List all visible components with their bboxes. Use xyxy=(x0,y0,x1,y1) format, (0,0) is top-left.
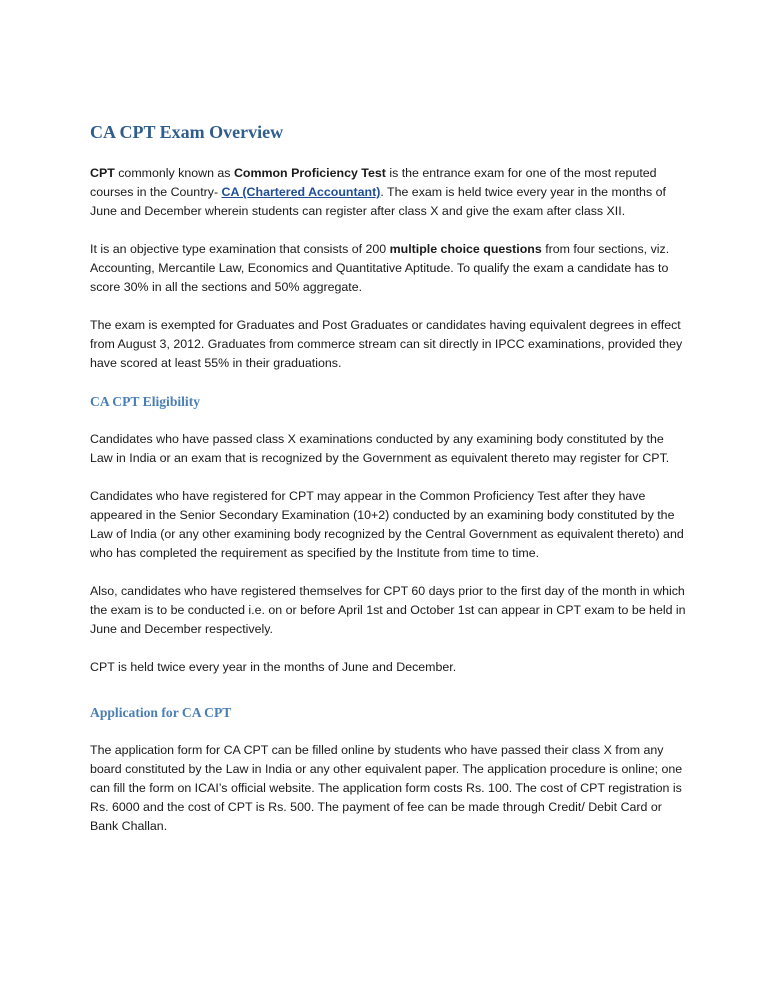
overview-text: . The exam is held twice every year in the months of June and December wherein students can register after class X and give the exam after class XII. xyxy=(90,185,666,218)
chartered-accountant-link[interactable]: CA (Chartered Accountant) xyxy=(221,185,381,199)
eligibility-heading: CA CPT Eligibility xyxy=(90,394,201,409)
overview-text: from four sections, viz. Accounting, Mercantile Law, Economics and Quantitative Aptitude. To qualify the exam a candidate has to score 30% in all the sections and 50% aggregate. xyxy=(90,242,670,294)
multiple-choice-questions-term: multiple choice questions xyxy=(389,242,542,256)
eligibility-paragraph-4: CPT is held twice every year in the months of June and December. xyxy=(90,660,457,674)
overview-paragraph-1 xyxy=(90,164,686,221)
application-heading: Application for CA CPT xyxy=(90,705,232,720)
application-paragraph-1: The application form for CA CPT can be filled online by students who have passed their class X from any board constituted by the Law in India or any other equivalent paper. The application procedure is online; one can fill the form on ICAI’s official website. The application form costs Rs. 100. The cost of CPT registration is Rs. 6000 and the cost of CPT is Rs. 500. The payment of fee can be made through Credit/ Debit Card or Bank Challan. xyxy=(90,743,683,833)
overview-text: is the entrance exam for one of the most reputed courses in the Country- xyxy=(90,166,657,199)
section-spacer xyxy=(90,696,686,703)
overview-paragraph-2 xyxy=(90,240,686,297)
document-body xyxy=(90,118,686,855)
eligibility-paragraph-2: Candidates who have registered for CPT may appear in the Common Proficiency Test after they have appeared in the Senior Secondary Examination (10+2) conducted by an examining body constituted by the Law of India (or any other examining body recognized by the Central Government as equivalent thereto) and who has completed the requirement as specified by the Institute from time to time. xyxy=(90,489,684,560)
cpt-term: CPT xyxy=(90,166,115,180)
eligibility-paragraph-1: Candidates who have passed class X examinations conducted by any examining body constituted by the Law in India or an exam that is recognized by the Government as equivalent thereto may register for CPT. xyxy=(90,432,670,465)
overview-text: It is an objective type examination that consists of 200 xyxy=(90,242,390,256)
overview-paragraph-3: The exam is exempted for Graduates and Post Graduates or candidates having equivalent degrees in effect from August 3, 2012. Graduates from commerce stream can sit directly in IPCC examinations, provided they have scored at least 55% in their graduations. xyxy=(90,318,683,370)
page-title: CA CPT Exam Overview xyxy=(90,122,284,142)
overview-text: commonly known as xyxy=(114,166,234,180)
eligibility-paragraph-3: Also, candidates who have registered themselves for CPT 60 days prior to the first day of the month in which the exam is to be conducted i.e. on or before April 1st and October 1st can appear in CPT exam to be held in June and December respectively. xyxy=(90,584,686,636)
common-proficiency-test-term: Common Proficiency Test xyxy=(233,166,386,180)
